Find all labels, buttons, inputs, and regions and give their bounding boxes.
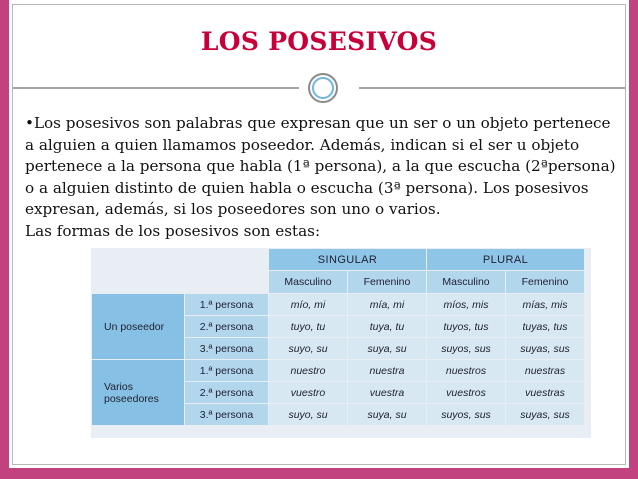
table-intro: Las formas de los posesivos son estas: (25, 221, 321, 240)
poseedor-label: Un poseedor (92, 294, 184, 359)
paragraph-line: o a alguien distinto de quien habla o escucha (3ª persona). Los posesivos (25, 178, 589, 197)
column-header: Masculino (269, 271, 347, 293)
title-divider-left (13, 87, 299, 89)
table-cell: vuestro (269, 382, 347, 403)
table-cell: vuestras (506, 382, 584, 403)
table-cell: vuestros (427, 382, 505, 403)
slide-title: LOS POSESIVOS (200, 27, 438, 56)
slide (12, 4, 626, 465)
persona-label: 2.ª persona (185, 316, 268, 337)
corner-cell (92, 271, 184, 293)
table-cell: vuestra (348, 382, 426, 403)
persona-label: 2.ª persona (185, 382, 268, 403)
table-cell: mía, mi (348, 294, 426, 315)
paragraph-line: expresan, además, si los poseedores son uno o varios. (25, 200, 441, 218)
table-cell: suya, su (348, 338, 426, 359)
table-cell: nuestro (269, 360, 347, 381)
table-row (92, 360, 584, 381)
table-cell: tuyo, tu (269, 316, 347, 337)
title-divider-right (359, 87, 625, 89)
corner-cell (92, 249, 184, 270)
table-cell: suyas, sus (506, 338, 584, 359)
table-row (92, 294, 584, 315)
paragraph-line: pertenece a la persona que habla (1ª persona), a la que escucha (2ªpersona) (25, 157, 616, 175)
column-header: Femenino (348, 271, 426, 293)
persona-label: 1.ª persona (185, 360, 268, 381)
persona-label: 3.ª persona (185, 404, 268, 425)
table-cell: suya, su (348, 404, 426, 425)
corner-cell (185, 271, 268, 293)
table-cell: suyos, sus (427, 338, 505, 359)
poseedor-label: Varios poseedores (92, 360, 184, 425)
column-header: Femenino (506, 271, 584, 293)
table-cell: suyas, sus (506, 404, 584, 425)
group-header-singular: SINGULAR (269, 249, 426, 270)
bottom-accent-border (0, 468, 638, 479)
posesivos-table-image (91, 248, 591, 438)
circle-ornament-icon (308, 73, 338, 103)
posesivos-table (91, 248, 585, 426)
paragraph-line: •Los posesivos son palabras que expresan que un ser o un objeto pertenece (25, 114, 611, 132)
corner-cell (185, 249, 268, 270)
paragraph-line: a alguien a quien llamamos poseedor. Además, indican si el ser u objeto (25, 135, 580, 154)
table-cell: suyos, sus (427, 404, 505, 425)
table-cell: nuestra (348, 360, 426, 381)
table-cell: suyo, su (269, 338, 347, 359)
slide-body (25, 113, 633, 242)
table-cell: nuestros (427, 360, 505, 381)
table-cell: nuestras (506, 360, 584, 381)
table-cell: míos, mis (427, 294, 505, 315)
persona-label: 1.ª persona (185, 294, 268, 315)
table-cell: suyo, su (269, 404, 347, 425)
persona-label: 3.ª persona (185, 338, 268, 359)
left-accent-border (0, 0, 9, 479)
table-cell: mío, mi (269, 294, 347, 315)
table-cell: tuyas, tus (506, 316, 584, 337)
table-cell: tuyos, tus (427, 316, 505, 337)
column-header: Masculino (427, 271, 505, 293)
group-header-plural: PLURAL (427, 249, 584, 270)
table-cell: mías, mis (506, 294, 584, 315)
table-cell: tuya, tu (348, 316, 426, 337)
